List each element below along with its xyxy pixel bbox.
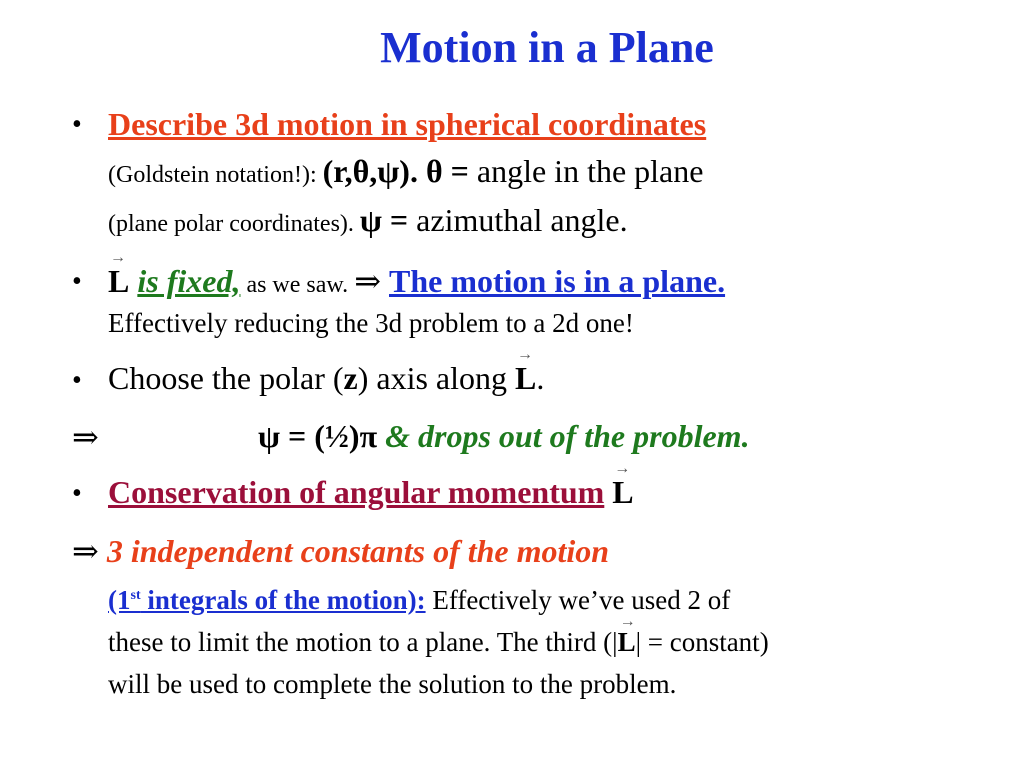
implies-icon: ⇒ xyxy=(354,263,381,299)
para-line-3: will be used to complete the solution to the problem. xyxy=(108,669,677,699)
bullet-1-theta-desc: angle in the plane xyxy=(468,153,704,189)
page-title: Motion in a Plane xyxy=(380,23,714,72)
implies-icon: ⇒ xyxy=(72,419,99,455)
bullet-1-line-3 xyxy=(108,202,628,239)
bullet-2-marker: • xyxy=(72,266,82,297)
bullet-1-lead: Describe 3d motion in spherical coordinates xyxy=(108,106,707,142)
bullet-1-psi: ψ = xyxy=(359,202,409,238)
para-line-1: (1st integrals of the motion): Effectively we’ve used 2 of xyxy=(108,585,731,615)
bullet-4-lead: Conservation of angular momentum xyxy=(108,474,605,510)
bullet-2-plane: The motion is in a plane. xyxy=(389,263,726,299)
bullet-2-fixed: is fixed, xyxy=(137,263,241,299)
bullet-1-marker: • xyxy=(72,109,82,140)
bullet-2-saw: as we saw. xyxy=(240,272,355,298)
integrals-link: (1st integrals of the motion): xyxy=(108,585,426,615)
bullet-1-psi-desc: azimuthal angle. xyxy=(408,202,628,238)
vector-arrow-icon: → xyxy=(517,346,533,363)
implies-line-1 xyxy=(72,418,99,456)
bullet-2-line-2: Effectively reducing the 3d problem to a 2d one! xyxy=(108,308,634,338)
vector-arrow-icon: → xyxy=(110,249,126,266)
implies-icon: ⇒ xyxy=(72,533,99,569)
drops-out: & drops out of the problem. xyxy=(385,418,750,454)
implies-line-1-text xyxy=(258,418,750,455)
vector-l: → L xyxy=(108,249,130,299)
vector-l: → L xyxy=(515,346,537,396)
bullet-1-line-2 xyxy=(108,153,703,190)
vector-arrow-icon: → xyxy=(619,613,636,630)
bullet-4-marker: • xyxy=(72,478,82,509)
bullet-4-line xyxy=(108,460,634,511)
bullet-1-line-1 xyxy=(108,106,706,143)
para-line-2: these to limit the motion to a plane. The third (| → L| = constant) xyxy=(108,613,769,657)
psi-value: ψ = (½)π xyxy=(258,418,386,454)
bullet-2-line-1 xyxy=(108,249,726,300)
bullet-3-line: Choose the polar (z) axis along → L. xyxy=(108,346,545,396)
bullet-1-goldstein: (Goldstein notation!): xyxy=(108,162,323,188)
vector-l: → L xyxy=(617,613,636,657)
vector-l: → L xyxy=(612,460,634,510)
bullet-1-coords: (r,θ,ψ). θ = xyxy=(322,153,469,189)
bullet-1-polar: (plane polar coordinates). xyxy=(108,211,360,237)
implies-line-2 xyxy=(72,532,609,570)
bullet-3-marker: • xyxy=(72,365,82,396)
vector-arrow-icon: → xyxy=(614,460,631,477)
constants-text: 3 independent constants of the motion xyxy=(106,533,610,569)
